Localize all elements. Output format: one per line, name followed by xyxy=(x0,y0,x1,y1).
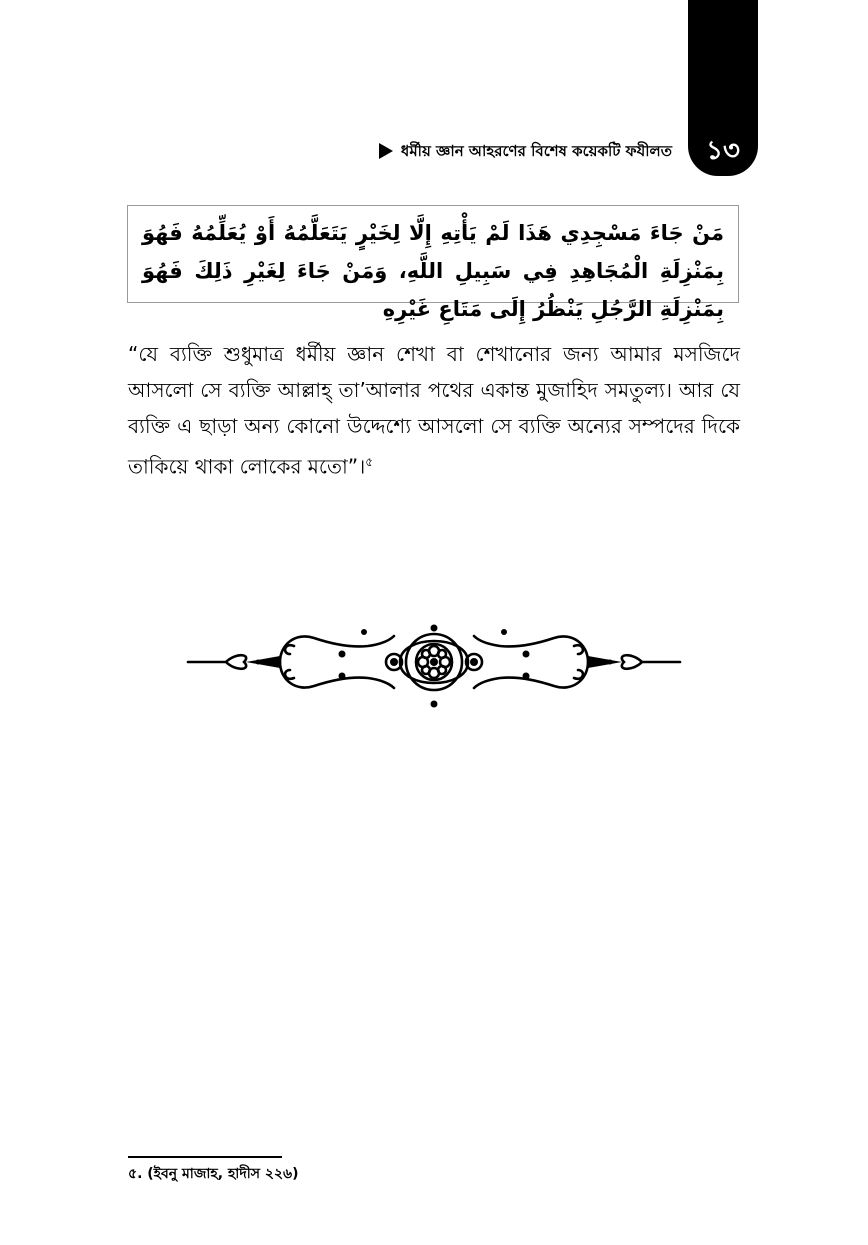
chapter-title: ধর্মীয় জ্ঞান আহরণের বিশেষ কয়েকটি ফযীলত xyxy=(400,142,672,160)
floral-ornament-icon xyxy=(186,624,682,712)
running-header xyxy=(379,141,672,161)
page-number: ১৩ xyxy=(706,136,740,166)
arabic-hadith-text: مَنْ جَاءَ مَسْجِدِي هَذَا لَمْ يَأْتِهِ إِلَّا لِخَيْرٍ يَتَعَلَّمُهُ أَوْ يُعَلِّمُهُ فَهُوَ بِمَنْزِلَةِ الْمُجَاهِدِ فِي سَبِيلِ اللَّهِ، وَمَنْ جَاءَ لِغَيْرِ ذَلِكَ فَهُوَ بِمَنْزِلَةِ الرَّجُلِ يَنْظُرُ إِلَى مَتَاعِ غَيْرِهِ xyxy=(142,221,724,321)
footnote-text: ৫. (ইবনু মাজাহ, হাদীস ২২৬) xyxy=(128,1166,299,1182)
footnote-reference: ৫ xyxy=(365,455,374,469)
translation-text: “যে ব্যক্তি শুধুমাত্র ধর্মীয় জ্ঞান শেখা বা শেখানোর জন্য আমার মসজিদে আসলো সে ব্যক্তি আল্লাহ্ তা’আলার পথের একান্ত মুজাহিদ সমতুল্য। আর যে ব্যক্তি এ ছাড়া অন্য কোনো উদ্দেশ্যে আসলো সে ব্যক্তি অন্যের সম্পদের দিকে তাকিয়ে থাকা লোকের মতো”। xyxy=(128,342,740,479)
page-number-tab xyxy=(688,0,758,176)
hadith-translation xyxy=(128,336,740,485)
footnote-divider xyxy=(128,1156,282,1158)
triangle-right-icon xyxy=(379,143,393,159)
arabic-hadith-box xyxy=(127,205,739,321)
